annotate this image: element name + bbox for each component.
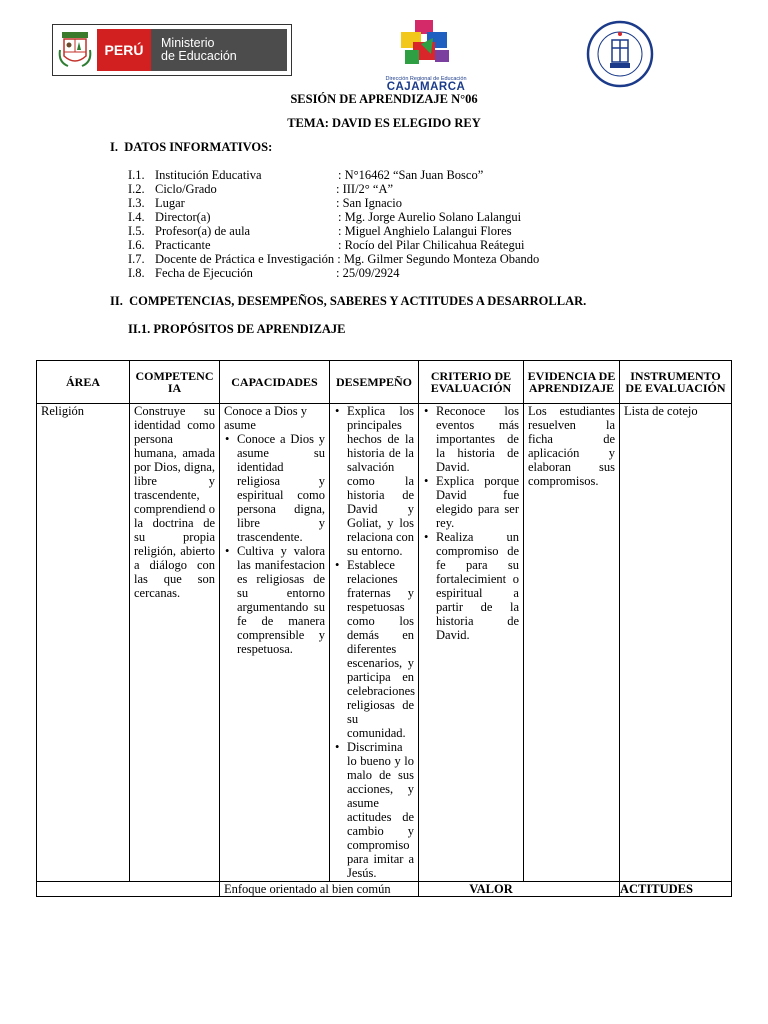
area-cell: Religión <box>37 404 130 882</box>
column-header: EVIDENCIA DE APRENDIZAJE <box>524 361 620 404</box>
coat-of-arms-icon <box>53 25 97 75</box>
info-num: I.4. <box>128 210 145 224</box>
info-label: Practicante <box>155 238 211 252</box>
info-value: : 25/09/2924 <box>336 266 400 280</box>
table-row <box>37 404 732 882</box>
section2-subheading: II.1. PROPÓSITOS DE APRENDIZAJE <box>128 322 346 336</box>
info-label: Profesor(a) de aula <box>155 224 251 238</box>
ministry-line1: Ministerio <box>161 36 215 50</box>
capacidades-intro: Conoce a Dios y asume <box>224 404 307 432</box>
session-title: SESIÓN DE APRENDIZAJE N°06 <box>290 92 478 106</box>
desempeno-list <box>334 404 414 880</box>
info-value: : Miguel Anghielo Lalangui Flores <box>338 224 512 238</box>
list-item: • Establece relaciones fraternas y respetuosas como los demás en diferentes escenarios, y participa en celebraciones religiosas de su comunidad. <box>347 558 414 740</box>
dre-cross-icon <box>391 20 461 72</box>
ministry-label <box>151 29 287 71</box>
column-header: COMPETENC IA <box>130 361 220 404</box>
list-item: • Cultiva y valora las manifestacion es religiosas de su entorno argumentando su fe de manera comprensible y respetuosa. <box>237 544 325 656</box>
table-header-row <box>37 361 732 404</box>
info-num: I.1. <box>128 168 145 182</box>
list-item: • Reconoce los eventos más importantes de la historia de David. <box>436 404 519 474</box>
empty-cell <box>37 882 220 897</box>
info-label: Fecha de Ejecución <box>155 266 253 280</box>
info-value: : N°16462 “San Juan Bosco” <box>338 168 484 182</box>
list-item: • Realiza un compromiso de fe para su fortalecimient o espiritual a partir de la historia de David. <box>436 530 519 642</box>
info-label: Institución Educativa <box>155 168 262 182</box>
peru-ministry-logo <box>52 24 292 76</box>
capacidades-list <box>224 432 325 656</box>
column-header: INSTRUMENTO DE EVALUACIÓN <box>620 361 732 404</box>
capacidades-cell <box>220 404 330 882</box>
column-header: DESEMPEÑO <box>330 361 419 404</box>
learning-purposes-table <box>36 360 732 897</box>
info-num: I.2. <box>128 182 145 196</box>
list-item: • Conoce a Dios y asume su identidad religiosa y espiritual como persona digna, libre y trascendente. <box>237 432 325 544</box>
info-num: I.6. <box>128 238 145 252</box>
school-seal-logo <box>586 20 654 88</box>
column-header: CRITERIO DE EVALUACIÓN <box>419 361 524 404</box>
info-label: Docente de Práctica e Investigación <box>155 252 335 266</box>
section2-heading: II. COMPETENCIAS, DESEMPEÑOS, SABERES Y ACTITUDES A DESARROLLAR. <box>110 294 587 308</box>
info-row <box>128 224 512 238</box>
info-num: I.3. <box>128 196 145 210</box>
info-row <box>128 168 483 182</box>
theme-title: TEMA: DAVID ES ELEGIDO REY <box>287 116 481 130</box>
info-value: : Rocío del Pilar Chilicahua Reátegui <box>338 238 525 252</box>
column-header: CAPACIDADES <box>220 361 330 404</box>
actitudes-cell: ACTITUDES <box>620 882 732 897</box>
info-label: Director(a) <box>155 210 211 224</box>
section1-heading: I. DATOS INFORMATIVOS: <box>110 140 273 154</box>
enfoque-cell: Enfoque orientado al bien común <box>220 882 419 897</box>
info-value: : Mg. Gilmer Segundo Monteza Obando <box>337 252 540 266</box>
info-num: I.5. <box>128 224 145 238</box>
info-num: I.7. <box>128 252 145 266</box>
info-row <box>128 266 400 280</box>
table-footer-row <box>37 882 732 897</box>
peru-label: PERÚ <box>97 29 151 71</box>
info-row <box>128 182 393 196</box>
ministry-line2: de Educación <box>161 49 237 63</box>
list-item: • Explica porque David fue elegido para ser rey. <box>436 474 519 530</box>
dre-cajamarca-logo <box>380 20 472 93</box>
instrumento-cell: Lista de cotejo <box>620 404 732 882</box>
column-header: ÁREA <box>37 361 130 404</box>
list-item: • Discrimina lo bueno y lo malo de sus acciones, y asume actitudes de cambio y compromiso para imitar a Jesús. <box>347 740 414 880</box>
info-label: Lugar <box>155 196 185 210</box>
dre-name: CAJAMARCA <box>386 81 466 93</box>
dre-caption: Dirección Regional de Educación <box>385 76 467 82</box>
list-item: • Explica los principales hechos de la historia de la salvación como la historia de David y Goliat, y los relaciona con su entorno. <box>347 404 414 558</box>
competencia-cell: Construye su identidad como persona humana, amada por Dios, digna, libre y trascendente, comprendiend o la doctrina de su propia religión, abierto a diálogo con las que son cercanas. <box>130 404 220 882</box>
info-value: : San Ignacio <box>336 196 402 210</box>
info-row <box>128 196 402 210</box>
info-value: : Mg. Jorge Aurelio Solano Lalangui <box>338 210 522 224</box>
info-num: I.8. <box>128 266 145 280</box>
info-row <box>128 210 521 224</box>
info-value: : III/2° “A” <box>336 182 394 196</box>
valor-cell: VALOR <box>419 882 620 897</box>
desempeno-cell <box>330 404 419 882</box>
evidencia-cell: Los estudiantes resuelven la ficha de aplicación y elaboran sus compromisos. <box>524 404 620 882</box>
info-label: Ciclo/Grado <box>155 182 217 196</box>
criterio-list <box>423 404 519 642</box>
info-row <box>128 252 539 266</box>
criterio-cell <box>419 404 524 882</box>
info-row <box>128 238 524 252</box>
